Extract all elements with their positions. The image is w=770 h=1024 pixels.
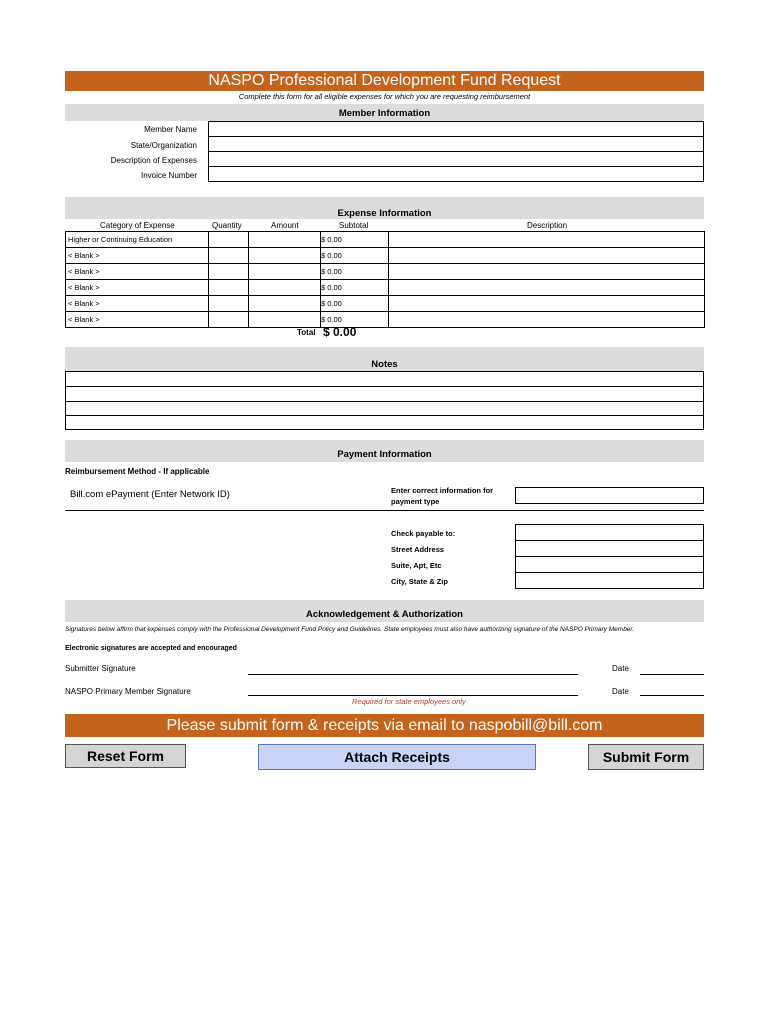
form-subtitle: Complete this form for all eligible expenses for which you are requesting reimbursement bbox=[238, 92, 531, 101]
reimbursement-method-label: Reimbursement Method - If applicable bbox=[65, 467, 210, 476]
suite-input[interactable] bbox=[516, 557, 704, 573]
expense-category[interactable]: < Blank > bbox=[66, 264, 209, 280]
invoice-number-input[interactable] bbox=[209, 167, 704, 182]
primary-signature-label: NASPO Primary Member Signature bbox=[65, 687, 191, 696]
form-title: NASPO Professional Development Fund Request bbox=[65, 71, 704, 91]
subtotal-value: $ 0.00 bbox=[321, 280, 389, 296]
quantity-input[interactable] bbox=[209, 248, 249, 264]
reset-form-button[interactable]: Reset Form bbox=[65, 744, 186, 768]
city-state-zip-label: City, State & Zip bbox=[391, 577, 448, 586]
notes-divider bbox=[65, 415, 704, 416]
payment-info-input[interactable] bbox=[515, 487, 704, 504]
description-input[interactable] bbox=[389, 312, 705, 328]
amount-input[interactable] bbox=[249, 264, 321, 280]
col-description: Description bbox=[527, 221, 568, 230]
amount-input[interactable] bbox=[249, 312, 321, 328]
primary-date-line[interactable] bbox=[640, 695, 704, 696]
expense-row bbox=[66, 296, 705, 312]
col-subtotal: Subtotal bbox=[339, 221, 369, 230]
required-note: Required for state employees only bbox=[352, 697, 466, 706]
quantity-input[interactable] bbox=[209, 296, 249, 312]
description-expenses-label: Description of Expenses bbox=[110, 156, 197, 165]
expense-row bbox=[66, 232, 705, 248]
total-value: $ 0.00 bbox=[323, 325, 357, 339]
col-quantity: Quantity bbox=[212, 221, 242, 230]
submit-form-button[interactable]: Submit Form bbox=[588, 744, 704, 770]
notes-divider bbox=[65, 401, 704, 402]
amount-input[interactable] bbox=[249, 296, 321, 312]
street-address-input[interactable] bbox=[516, 541, 704, 557]
payment-info-header: Payment Information bbox=[65, 440, 704, 462]
check-payable-label: Check payable to: bbox=[391, 529, 456, 538]
submitter-date-line[interactable] bbox=[640, 674, 704, 675]
expense-category[interactable]: < Blank > bbox=[66, 312, 209, 328]
description-input[interactable] bbox=[389, 264, 705, 280]
street-address-label: Street Address bbox=[391, 545, 445, 554]
quantity-input[interactable] bbox=[209, 312, 249, 328]
member-name-label: Member Name bbox=[144, 125, 197, 134]
subtotal-value: $ 0.00 bbox=[321, 264, 389, 280]
payment-divider bbox=[65, 510, 704, 511]
attach-receipts-button[interactable]: Attach Receipts bbox=[258, 744, 536, 770]
expense-row bbox=[66, 312, 705, 328]
city-state-zip-input[interactable] bbox=[516, 573, 704, 589]
col-amount: Amount bbox=[271, 221, 299, 230]
invoice-number-label: Invoice Number bbox=[140, 171, 197, 180]
esign-note: Electronic signatures are accepted and encouraged bbox=[65, 645, 237, 652]
expense-table bbox=[65, 231, 705, 328]
enter-info-label: Enter correct information for payment type bbox=[391, 486, 494, 506]
description-input[interactable] bbox=[389, 232, 705, 248]
amount-input[interactable] bbox=[249, 280, 321, 296]
quantity-input[interactable] bbox=[209, 264, 249, 280]
description-input[interactable] bbox=[389, 296, 705, 312]
member-info-grid bbox=[208, 121, 704, 182]
expense-row bbox=[66, 264, 705, 280]
description-input[interactable] bbox=[389, 248, 705, 264]
expense-info-header: Expense Information bbox=[65, 197, 704, 219]
submitter-signature-label: Submitter Signature bbox=[65, 664, 136, 673]
member-info-header: Member Information bbox=[65, 104, 704, 121]
expense-category[interactable]: < Blank > bbox=[66, 280, 209, 296]
member-name-input[interactable] bbox=[209, 122, 704, 137]
expense-category[interactable]: < Blank > bbox=[66, 248, 209, 264]
expense-category[interactable]: < Blank > bbox=[66, 296, 209, 312]
state-org-input[interactable] bbox=[209, 137, 704, 152]
description-expenses-input[interactable] bbox=[209, 152, 704, 167]
description-input[interactable] bbox=[389, 280, 705, 296]
subtotal-value: $ 0.00 bbox=[321, 312, 389, 328]
subtotal-value: $ 0.00 bbox=[321, 248, 389, 264]
check-payable-input[interactable] bbox=[516, 525, 704, 541]
subtotal-value: $ 0.00 bbox=[321, 232, 389, 248]
subtotal-value: $ 0.00 bbox=[321, 296, 389, 312]
expense-row bbox=[66, 248, 705, 264]
expense-category[interactable]: Higher or Continuing Education bbox=[66, 232, 209, 248]
primary-signature-line[interactable] bbox=[248, 695, 578, 696]
amount-input[interactable] bbox=[249, 248, 321, 264]
submitter-date-label: Date bbox=[612, 664, 629, 673]
amount-input[interactable] bbox=[249, 232, 321, 248]
submitter-signature-line[interactable] bbox=[248, 674, 578, 675]
col-category: Category of Expense bbox=[100, 221, 175, 230]
quantity-input[interactable] bbox=[209, 280, 249, 296]
total-label: Total bbox=[297, 328, 316, 337]
bill-com-option[interactable]: Bill.com ePayment (Enter Network ID) bbox=[70, 489, 230, 500]
submit-banner: Please submit form & receipts via email to naspobill@bill.com bbox=[65, 714, 704, 737]
suite-label: Suite, Apt, Etc bbox=[391, 561, 442, 570]
notes-header: Notes bbox=[65, 347, 704, 371]
ack-header: Acknowledgement & Authorization bbox=[65, 600, 704, 622]
notes-divider bbox=[65, 386, 704, 387]
primary-date-label: Date bbox=[612, 687, 629, 696]
state-org-label: State/Organization bbox=[130, 141, 197, 150]
quantity-input[interactable] bbox=[209, 232, 249, 248]
expense-row bbox=[66, 280, 705, 296]
check-info-grid bbox=[515, 524, 704, 589]
ack-text: Signatures below affirm that expenses comply with the Professional Development Fund Policy and Guidelines. State employees must also have authorizing signature of the NASPO Primary Member. bbox=[65, 626, 635, 633]
